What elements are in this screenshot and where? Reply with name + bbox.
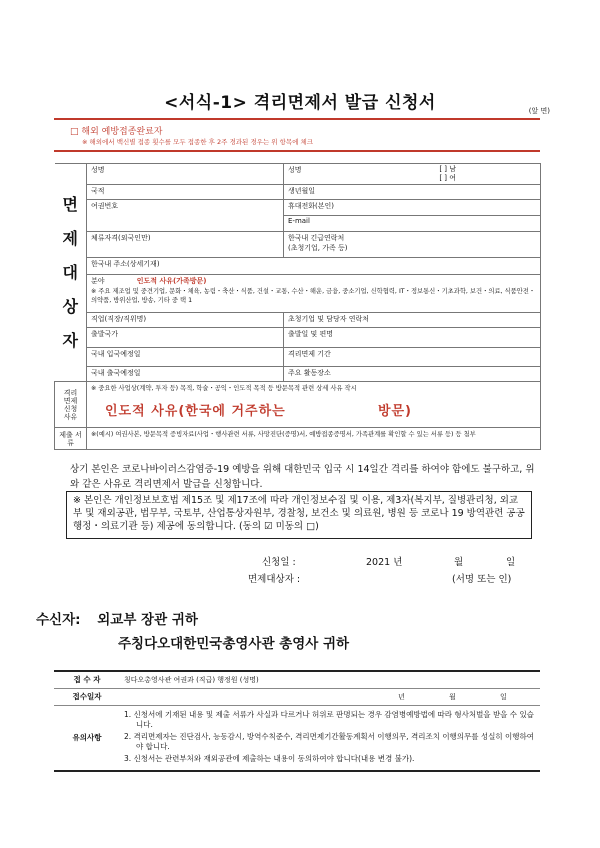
departure-country-field[interactable]: 출발국가	[87, 328, 284, 348]
notes-list	[124, 710, 536, 764]
category-field[interactable]	[87, 275, 541, 313]
nationality-field[interactable]: 국적	[87, 185, 284, 200]
receipt-date-value[interactable]: 년 월 일	[120, 688, 540, 705]
category-note: ※ 주요 제조업 및 중견기업, 문화・체육, 농림・축산・식품, 건설・교통, 수산・해운, 금융, 중소기업, 신학협력, IT・정보통신・기초과학, 보건・의료, 식품안전・의약품, 방위산업, 방송, 기타 중 택 1	[91, 288, 536, 304]
note-item: 1. 신청서에 기재된 내용 및 제출 서류가 사실과 다르거나 허위로 판명되는 경우 감염병예방법에 따라 형사처벌을 받을 수 있습니다.	[124, 709, 534, 729]
application-date-year[interactable]: 2021 년	[366, 557, 403, 568]
vaccinated-note: ※ 해외에서 백신별 접종 횟수를 모두 접종한 후 2주 경과된 경우는 위 항목에 체크	[82, 138, 314, 146]
receiver-value[interactable]: 칭다오총영사관 여권과 (직급) 행정원 (성명)	[120, 671, 540, 688]
applicant-signature[interactable]: (서명 또는 인)	[452, 574, 512, 585]
email-field[interactable]: E-mail	[284, 216, 541, 232]
documents-label: 제출 서류	[55, 428, 87, 450]
note-item: 2. 격리면제자는 진단검사, 능동감시, 방역수칙준수, 격리면제기간활동계획서 이행의무, 격리조치 이행의무를 성실히 이행하여야 합니다.	[124, 731, 535, 751]
given-name-field[interactable]	[284, 164, 541, 185]
stay-status-field[interactable]: 체류자격(외국인만)	[87, 232, 284, 258]
note-item: 3. 신청서는 관련부처와 재외공관에 제출하는 내용이 동의하여야 합니다(내용 변경 불가).	[124, 753, 415, 763]
recipient-prefix: 수신자:	[36, 612, 81, 628]
application-date-month[interactable]: 월	[454, 557, 464, 568]
reason-label: 격리 면제 신청 사유	[55, 382, 87, 428]
address-field[interactable]: 한국내 주소(상세기재)	[87, 258, 541, 275]
red-divider-bottom	[54, 150, 540, 152]
reason-note: ※ 중요한 사업상(계약, 투자 등) 목적, 학술・공익・인도적 목적 등 방문목적 관련 상세 사유 작시	[91, 385, 357, 392]
category-label: 분야	[91, 277, 105, 285]
receipt-date-label: 접수일자	[54, 688, 120, 705]
checkbox-icon[interactable]: □	[70, 127, 79, 137]
mobile-field[interactable]: 휴대전화(본인)	[284, 200, 541, 216]
gender-options[interactable]	[439, 165, 456, 183]
processing-table	[54, 670, 540, 772]
consent-text: ※ 본인은 개인정보보호법 제15조 및 제17조에 따라 개인정보수집 및 이용, 제3자(복지부, 질병관리청, 외교부 및 재외공관, 법무부, 국토부, 산업통상자원부, 경찰청, 보건소 및 의료원, 병원 등 코로나 19 방역관련 공공 행정・의료기관 등) 제공에 동의합니다. (동의 ☑ 미동의 □)	[73, 495, 525, 532]
gender-female-option[interactable]: [ ] 여	[439, 174, 456, 182]
inviting-company-field[interactable]: 초청기업 및 담당자 연락처	[284, 313, 541, 328]
vaccinated-label: 해외 예방접종완료자	[81, 127, 163, 137]
reason-value: 인도적 사유(한국에 거주하는 방문)	[105, 404, 412, 419]
reason-field[interactable]	[87, 382, 541, 428]
recipient-block	[36, 608, 349, 656]
surname-field[interactable]: 성명	[87, 164, 284, 185]
page-side-label: (앞 면)	[528, 107, 550, 115]
section-label-applicant: 면 제 대 상 자	[55, 164, 87, 382]
notes-cell	[120, 705, 540, 771]
notes-label: 유의사항	[54, 705, 120, 771]
entry-date-field[interactable]: 국내 입국예정일	[87, 348, 284, 367]
red-divider-top	[54, 118, 540, 120]
given-name-label: 성명	[288, 166, 302, 174]
application-date-label: 신청일 :	[262, 557, 296, 568]
recipient-line-1: 외교부 장관 귀하	[97, 612, 198, 628]
gender-male-option[interactable]: [ ] 남	[439, 165, 456, 173]
form-title: <서식-1> 격리면제서 발급 신청서	[164, 93, 436, 113]
emergency-contact-field[interactable]: 한국내 긴급연락처 (초청기업, 가족 등)	[284, 232, 541, 258]
birthdate-field[interactable]: 생년월일	[284, 185, 541, 200]
applicant-form-table	[54, 163, 541, 450]
departure-flight-field[interactable]: 출발일 및 편명	[284, 328, 541, 348]
exemption-period-field[interactable]: 격리면제 기간	[284, 348, 541, 367]
passport-field[interactable]: 여권번호	[87, 200, 284, 232]
applicant-label: 면제대상자 :	[248, 574, 301, 585]
privacy-consent-box[interactable]	[66, 491, 532, 539]
receiver-label: 접 수 자	[54, 671, 120, 688]
vaccinated-checkbox-row[interactable]	[70, 124, 163, 137]
recipient-line-2: 주칭다오대한민국총영사관 총영사 귀하	[118, 636, 350, 652]
main-place-field[interactable]: 주요 활동장소	[284, 367, 541, 382]
declaration-text: 상기 본인은 코로나바이러스감염증-19 예방을 위해 대한민국 입국 시 14일간 격리를 하여야 함에도 불구하고, 위와 같은 사유로 격리면제서 발급을 신청합니다.	[70, 464, 535, 490]
category-value: 인도적 사유(가족방문)	[136, 277, 207, 285]
application-date-day[interactable]: 일	[506, 557, 516, 568]
documents-field[interactable]: ※(예시) 여권사본, 방문목적 증빙자료(사업・행사관련 서류, 사망진단(증명)서, 예방접종증명서, 가족관계를 확인할 수 있는 서류 등) 등 첨부	[87, 428, 541, 450]
job-field[interactable]: 직업(직장/직위명)	[87, 313, 284, 328]
exit-date-field[interactable]: 국내 출국예정일	[87, 367, 284, 382]
